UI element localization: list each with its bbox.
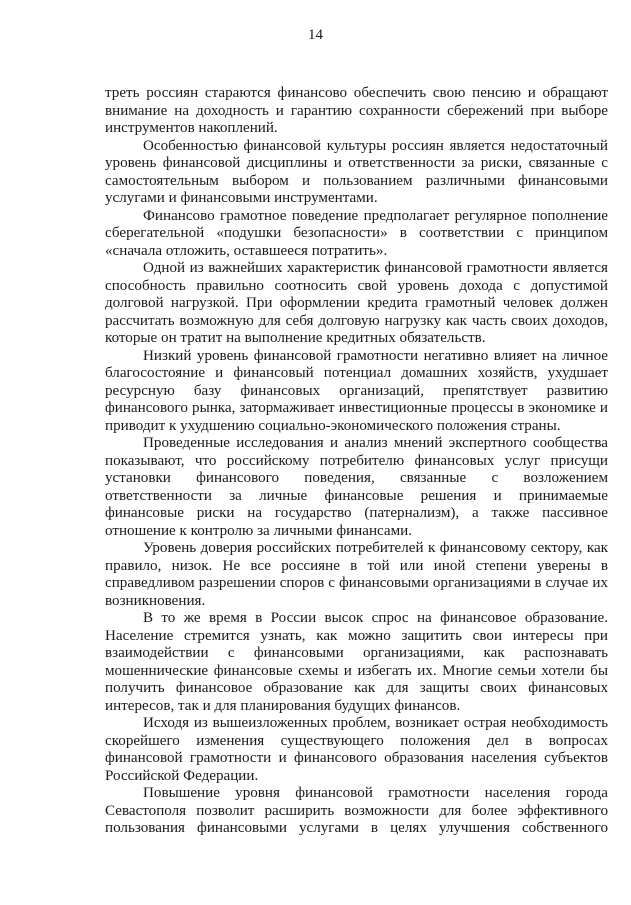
paragraph-1: треть россиян стараются финансово обеспечить свою пенсию и обращают внимание на доходность и гарантию сохранности сбережений при выборе инструментов накоплений.: [105, 85, 608, 136]
paragraph-5: Низкий уровень финансовой грамотности негативно влияет на личное благосостояние и финансовый потенциал домашних хозяйств, ухудшает ресурсную базу финансовых организаций, препятствует развитию финансового рынка, затормаживает инвестиционные процессы в экономике и приводит к ухудшению социально-экономического положения страны.: [105, 347, 608, 434]
paragraph-8: В то же время в России высок спрос на финансовое образование. Население стремится узнать, как можно защитить свои интересы при взаимодействии с финансовыми организациями, как распознавать мошеннические финансовые схемы и избегать их. Многие семьи хотели бы получить финансовое образование как для защиты своих финансовых интересов, так и для планирования будущих финансов.: [105, 610, 608, 714]
paragraph-10: Повышение уровня финансовой грамотности населения города Севастополя позволит расширить возможности для более эффективного пользования финансовыми услугами в целях улучшения собственного: [105, 785, 608, 836]
paragraph-2: Особенностью финансовой культуры россиян является недостаточный уровень финансовой дисциплины и ответственности за риски, связанные с самостоятельным выбором и пользованием различными финансовыми услугами и финансовыми инструментами.: [105, 137, 608, 206]
paragraph-4: Одной из важнейших характеристик финансовой грамотности является способность правильно соотносить свой уровень дохода с допустимой долговой нагрузкой. При оформлении кредита грамотный человек должен рассчитать возможную для себя долговую нагрузку как часть своих доходов, которые он тратит на выполнение кредитных обязательств.: [105, 260, 608, 346]
paragraph-6: Проведенные исследования и анализ мнений экспертного сообщества показывают, что российскому потребителю финансовых услуг присущи установки финансового поведения, связанные с возложением ответственности за личные финансовые решения и принимаемые финансовые риски на государство (патернализм), а также пассивное отношение к контролю за личными финансами.: [105, 435, 608, 539]
body-text: [105, 85, 608, 838]
paragraph-9: Исходя из вышеизложенных проблем, возникает острая необходимость скорейшего изменения существующего положения дел в вопросах финансовой грамотности и финансового образования населения субъектов Российской Федерации.: [105, 715, 608, 784]
paragraph-3: Финансово грамотное поведение предполагает регулярное пополнение сберегательной «подушки безопасности» в соответствии с принципом «сначала отложить, оставшееся потратить».: [105, 207, 608, 259]
page-number: 14: [308, 27, 323, 43]
paragraph-7: Уровень доверия российских потребителей к финансовому сектору, как правило, низок. Не все россияне в той или иной степени уверены в справедливом разрешении споров с финансовыми организациями в случае их возникновения.: [105, 540, 608, 609]
